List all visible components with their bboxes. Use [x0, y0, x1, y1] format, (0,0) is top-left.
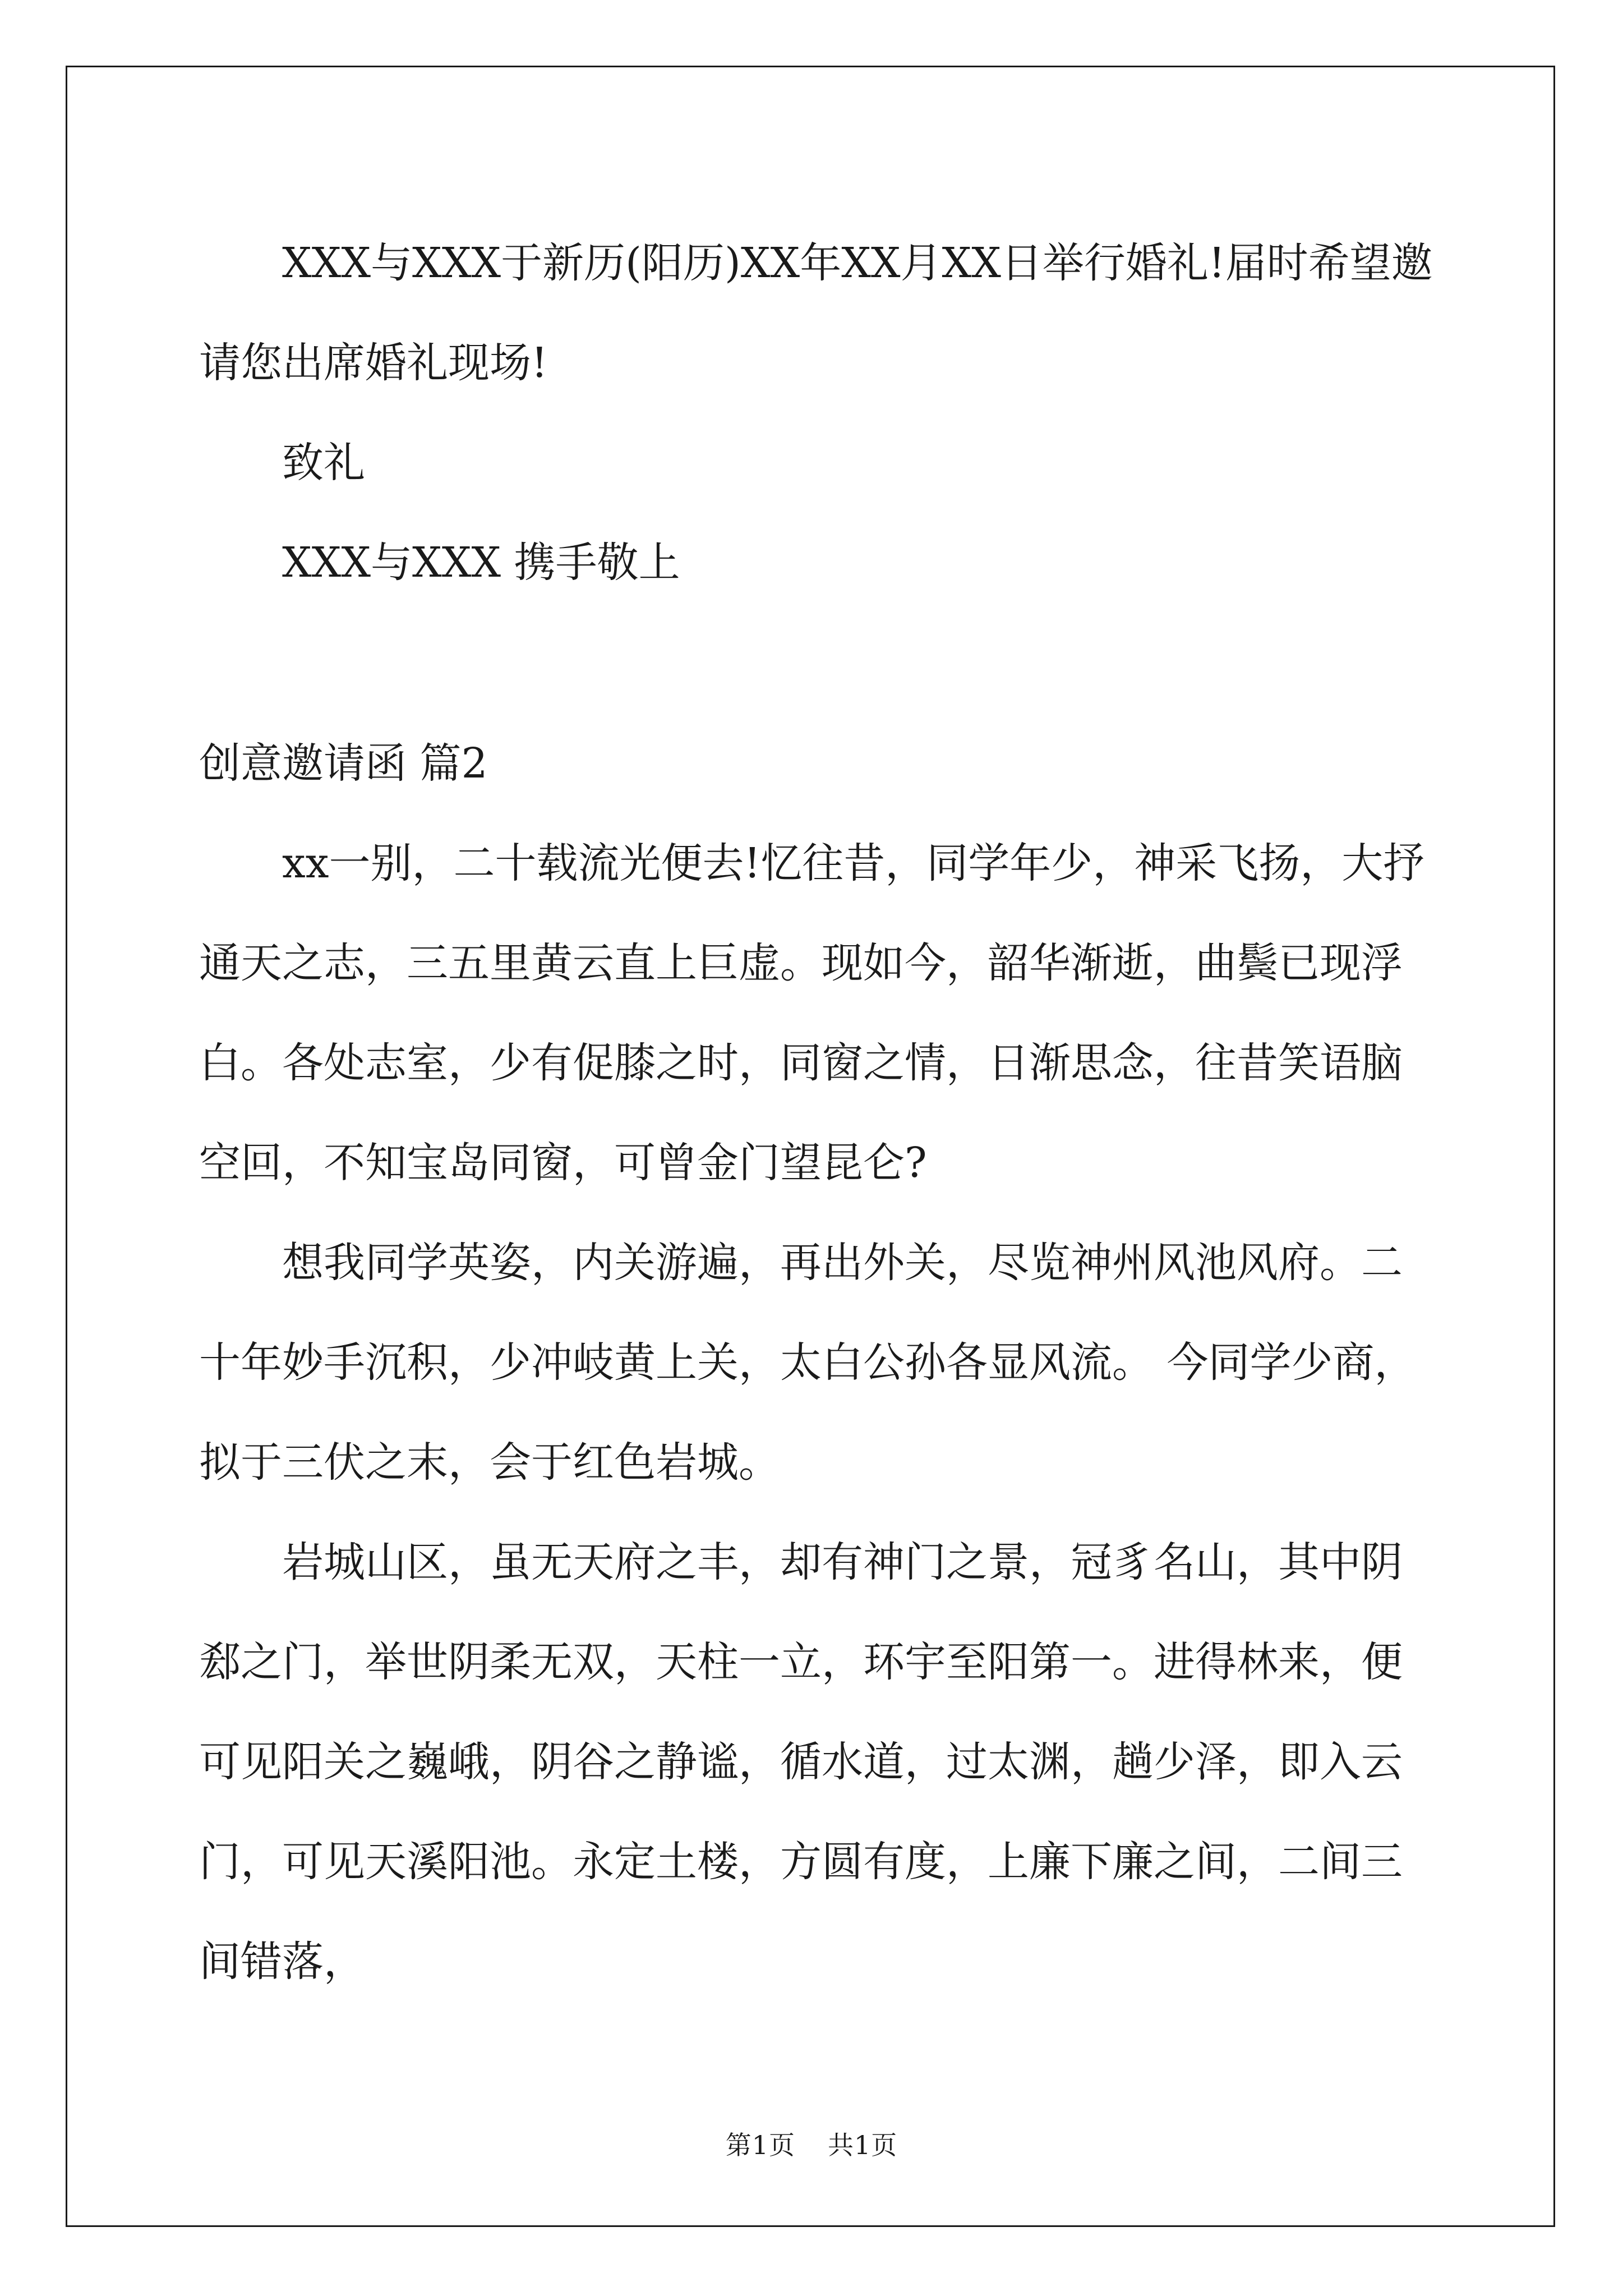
page-number: 第1页 — [725, 2130, 795, 2160]
document-body — [199, 213, 1433, 2012]
paragraph-reunion-scenery: 岩城山区，虽无天府之丰，却有神门之景，冠豸名山，其中阴郄之门，举世阴柔无双，天柱一立，环宇至阳第一。进得林来，便可见阳关之巍峨，阴谷之静谧，循水道，过太渊，趟少泽，即入云门，可见天溪阳池。永定土楼，方圆有度，上廉下廉之间，二间三间错落， — [199, 1538, 1403, 1986]
page-total: 共1页 — [828, 2130, 898, 2160]
paragraph-reunion-intro: xx一别，二十载流光便去!忆往昔，同学年少，神采飞扬，大抒通天之志，三五里黄云直上巨虚。现如今，韶华渐逝，曲鬓已现浮白。各处志室，少有促膝之时，同窗之情，日渐思念，往昔笑语脑空回，不知宝岛同窗，可曾金门望昆仑? — [199, 839, 1425, 1187]
paragraph-invitation: XXX与XXX于新历(阳历)XX年XX月XX日举行婚礼!届时希望邀请您出席婚礼现场! — [199, 239, 1433, 387]
page-footer — [0, 2125, 1623, 2162]
paragraph-signature: XXX与XXX 携手敬上 — [282, 539, 680, 587]
section-heading: 创意邀请函 篇2 — [199, 739, 488, 788]
paragraph-salutation: 致礼 — [282, 439, 365, 487]
paragraph-reunion-plan: 想我同学英姿，内关游遍，再出外关，尽览神州风池风府。二十年妙手沉积，少冲岐黄上关，太白公孙各显风流。 今同学少商，拟于三伏之末，会于红色岩城。 — [199, 1239, 1416, 1487]
